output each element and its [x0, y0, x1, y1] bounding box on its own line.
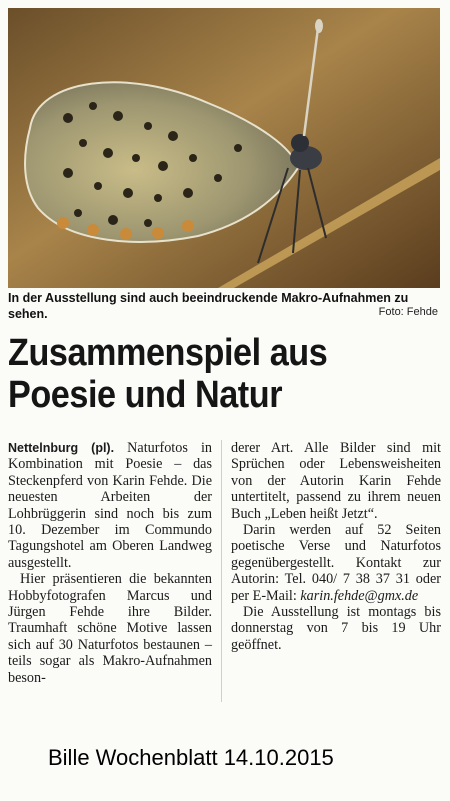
paragraph: Hier präsentieren die bekannten Hobbyfotografen Marcus und Jürgen Fehde ihre Bilder. Traumhaft schöne Motive lassen sich auf 30 Naturfotos bestaunen – teils sogar als Makro-Aufnahmen beson-: [8, 571, 212, 686]
headline-line-2: Poesie und Natur: [8, 374, 283, 416]
source-footer: Bille Wochenblatt 14.10.2015: [48, 745, 334, 770]
paragraph: derer Art. Alle Bilder sind mit Sprüchen oder Lebensweisheiten von der Autorin Karin Fehde untertitelt, passend zu ihrem neuen Buch „Leben heißt Jetzt“.: [231, 440, 441, 522]
column-divider: [221, 440, 222, 702]
photo-credit: Foto: Fehde: [378, 306, 438, 318]
butterfly-photo: [8, 8, 440, 288]
paragraph-text: Darin werden auf 52 Seiten poetische Verse und Naturfotos gegenübergestellt. Kontakt zur Autorin: Tel. 040/ 7 38 37 31 oder per E-Mail:: [231, 522, 441, 604]
headline-line-1: Zusammenspiel aus: [8, 332, 328, 374]
email-address: karin.fehde@gmx.de: [300, 587, 419, 604]
dateline: Nettelnburg (pl).: [8, 441, 115, 455]
paragraph: [231, 522, 441, 604]
paragraph: [8, 440, 212, 571]
article-column-left: [8, 440, 212, 686]
article-headline: [8, 332, 395, 416]
article-column-right: [231, 440, 441, 653]
paragraph: Die Ausstellung ist montags bis donnerstag von 7 bis 19 Uhr geöffnet.: [231, 604, 441, 653]
photo-caption: In der Ausstellung sind auch beeindruckende Makro-Aufnahmen zu sehen.: [8, 291, 409, 321]
paragraph-text: Naturfotos in Kombination mit Poesie – das Steckenpferd von Karin Fehde. Die neuesten Arbeiten der Lohbrüggerin sind noch bis zum 10. Dezember im Commundo Tagungshotel am Oberen Landweg ausgestellt.: [8, 440, 212, 571]
